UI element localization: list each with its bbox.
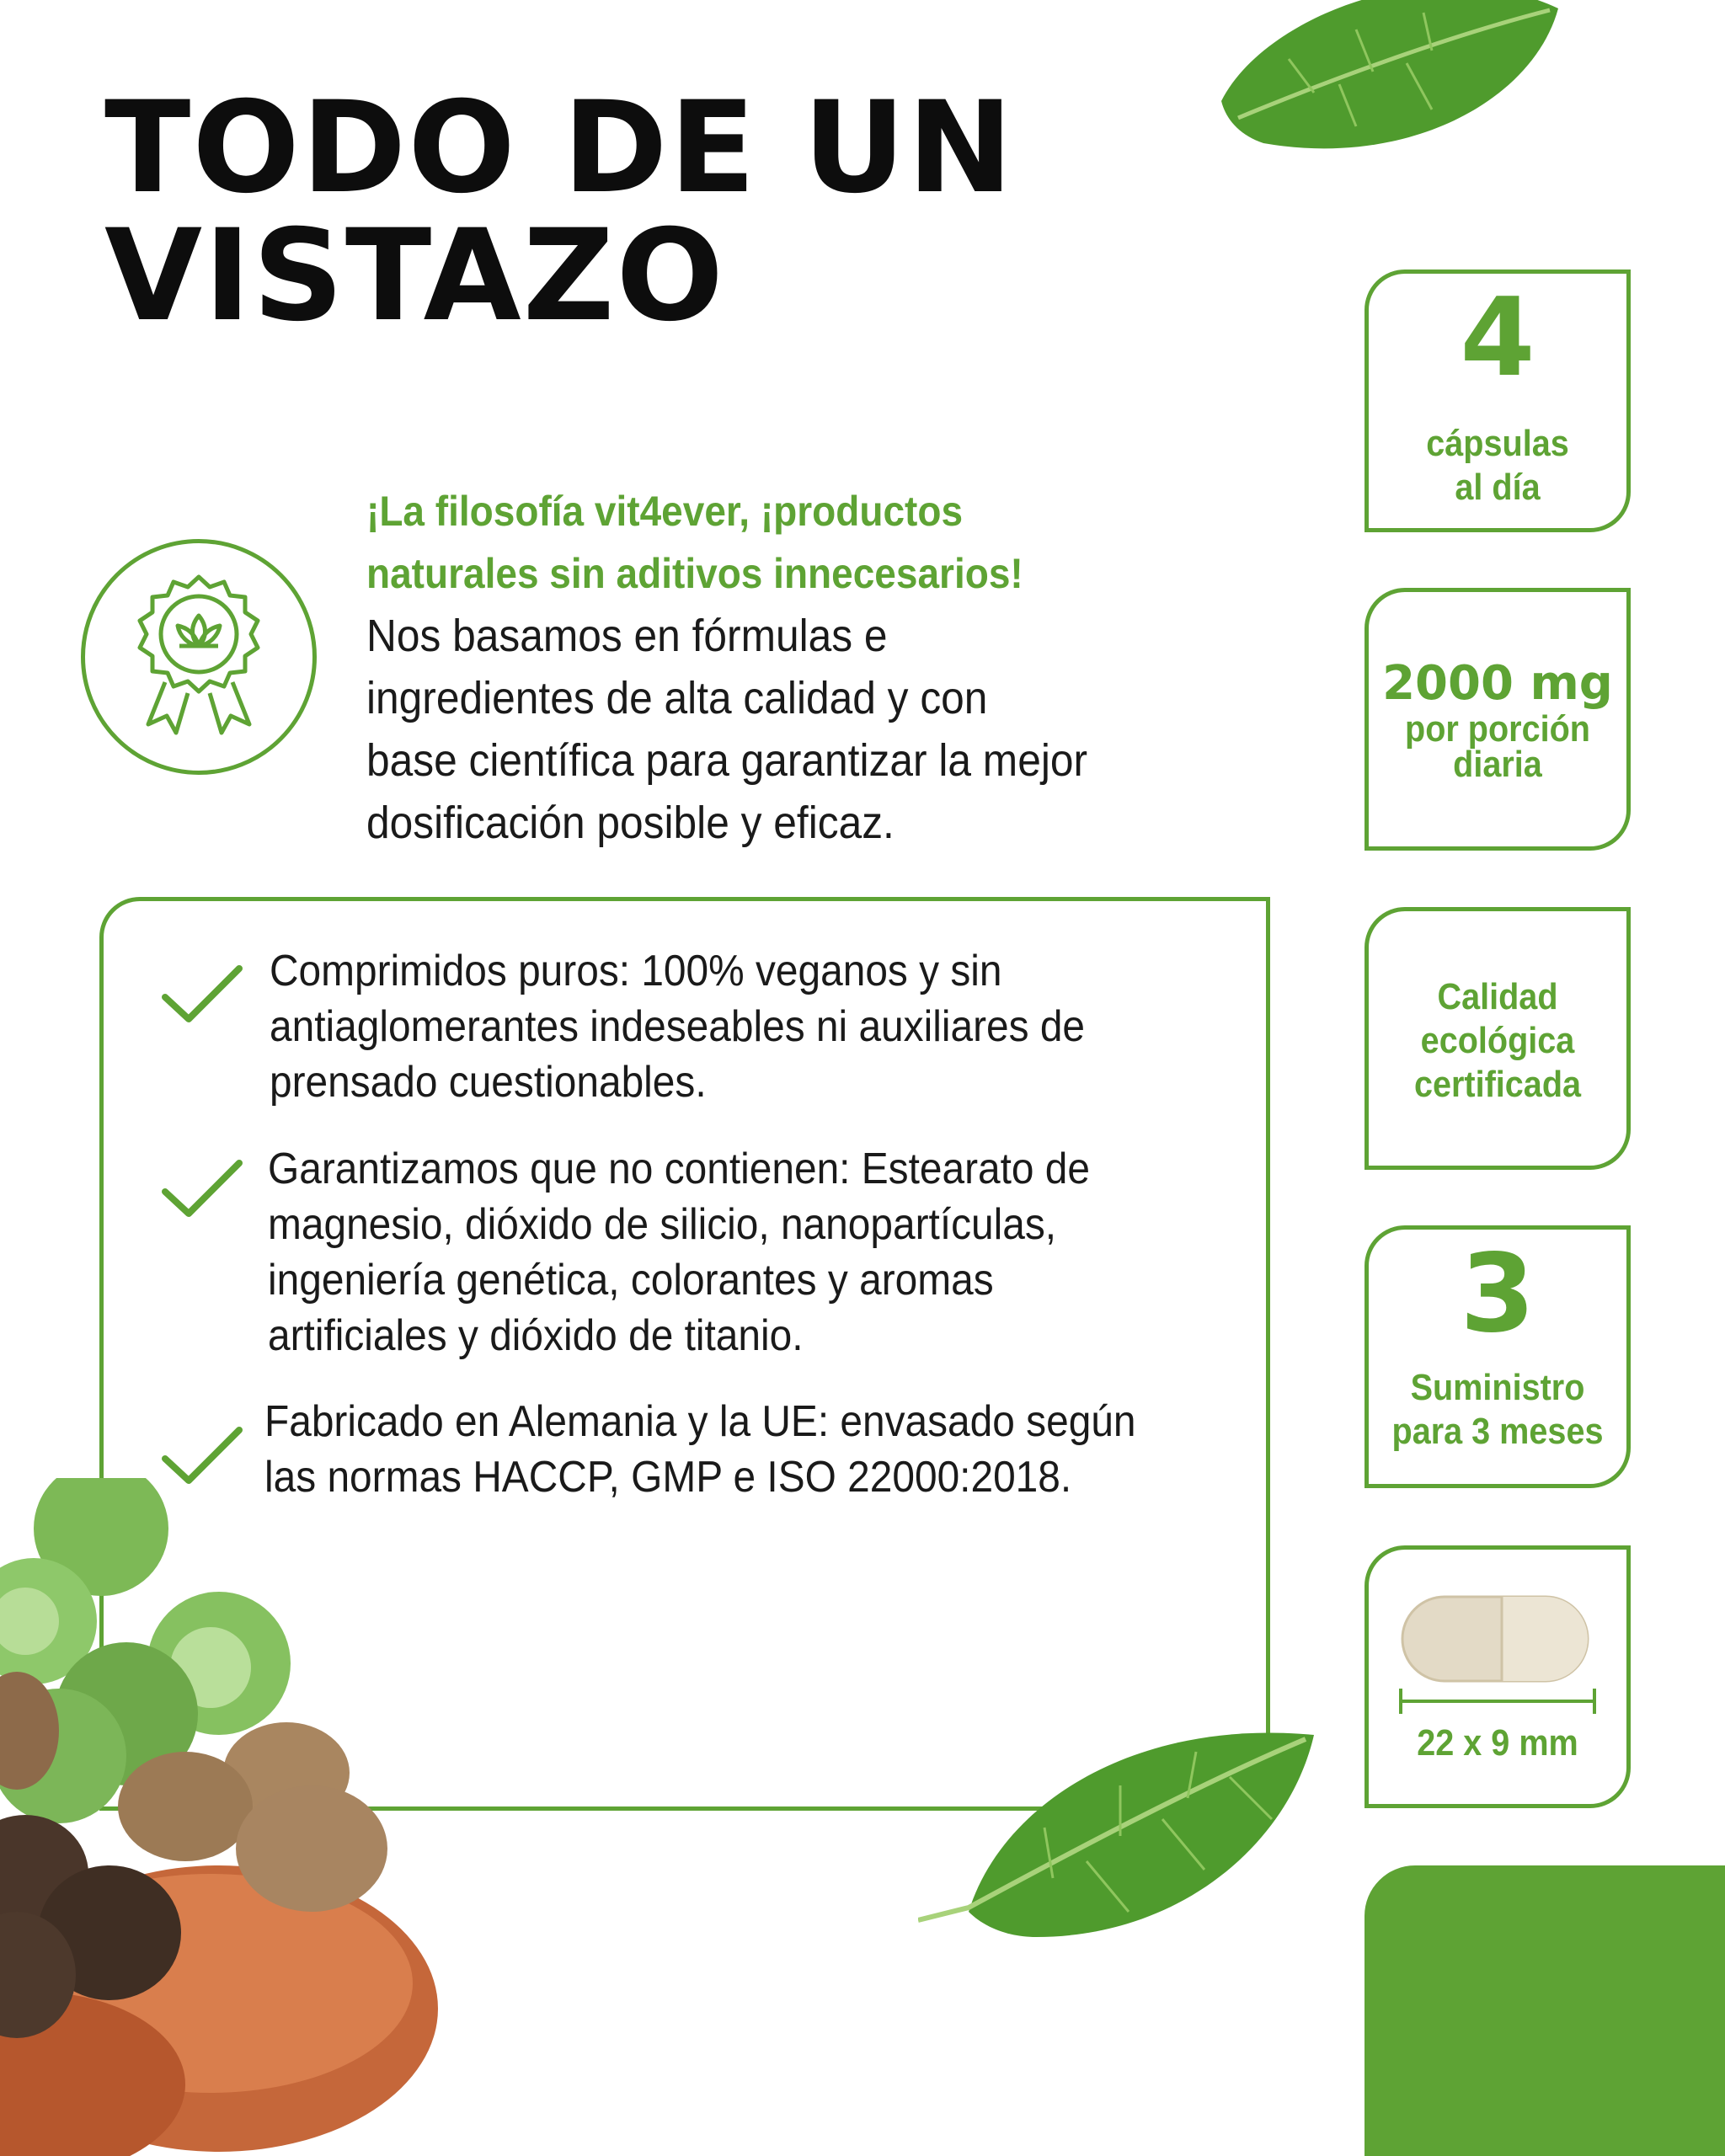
stat-label-line: al día: [1455, 467, 1541, 508]
stat-number: 3: [1460, 1231, 1535, 1357]
feature-line: prensado cuestionables.: [270, 1058, 707, 1107]
check-icon: [160, 962, 244, 1029]
stat-label-line: ecológica: [1420, 1020, 1575, 1061]
philosophy-body-line: dosificación posible y eficaz.: [366, 798, 895, 848]
quality-seal-icon: [81, 539, 317, 775]
philosophy-heading-line-1: ¡La filosofía vit4ever, ¡productos: [366, 488, 964, 535]
capsule-icon: [1375, 1592, 1620, 1718]
feature-line: Comprimidos puros: 100% veganos y sin: [270, 947, 1002, 995]
philosophy-heading-line-2: naturales sin aditivos innecesarios!: [366, 550, 1023, 597]
leaf-image-bottom: [918, 1684, 1322, 1962]
philosophy-body-line: base científica para garantizar la mejor: [366, 735, 1088, 786]
check-icon: [160, 1156, 244, 1224]
stat-label-line: para 3 meses: [1391, 1411, 1604, 1452]
page-title: [104, 75, 1199, 350]
stat-supply: [1365, 1225, 1631, 1488]
feature-line: Fabricado en Alemania y la UE: envasado según: [264, 1397, 1136, 1446]
title-line-2: VISTAZO: [104, 203, 725, 350]
stat-label-line: certificada: [1413, 1064, 1582, 1105]
title-line-1: TODO DE UN: [104, 75, 1015, 221]
feature-line: las normas HACCP, GMP e ISO 22000:2018.: [264, 1453, 1072, 1502]
stat-eco-quality: [1365, 907, 1631, 1170]
stat-capsules-per-day: [1365, 270, 1631, 532]
amla-fruit-image: [0, 1478, 438, 2156]
philosophy-section: [366, 480, 1192, 854]
feature-item-1: [160, 943, 1196, 1120]
stat-label-line: por porción: [1405, 708, 1590, 750]
green-accent-block: [1365, 1865, 1725, 2156]
stat-dose: [1365, 588, 1631, 851]
stat-label-line: Calidad: [1437, 976, 1558, 1017]
stat-label-line: cápsulas: [1426, 423, 1569, 464]
philosophy-body-line: ingredientes de alta calidad y con: [366, 673, 988, 723]
feature-line: ingeniería genética, colorantes y aromas: [268, 1256, 994, 1305]
feature-line: artificiales y dióxido de titanio.: [268, 1311, 804, 1360]
capsule-size-label: 22 x 9 mm: [1417, 1722, 1578, 1764]
feature-item-2: [160, 1141, 1196, 1369]
stat-value: 2000 mg: [1382, 656, 1613, 711]
stat-capsule-size: [1365, 1545, 1631, 1808]
stat-label-line: diaria: [1453, 744, 1542, 785]
leaf-image-top: [1213, 0, 1567, 160]
stat-label-line: Suministro: [1410, 1367, 1585, 1408]
feature-line: antiaglomerantes indeseables ni auxiliares de: [270, 1002, 1086, 1051]
feature-line: Garantizamos que no contienen: Estearato de: [268, 1145, 1091, 1193]
feature-text: [268, 1141, 1090, 1364]
philosophy-body-line: Nos basamos en fórmulas e: [366, 611, 888, 661]
feature-line: magnesio, dióxido de silicio, nanopartículas,: [268, 1200, 1057, 1249]
feature-text: [270, 943, 1085, 1110]
stat-number: 4: [1460, 275, 1535, 401]
